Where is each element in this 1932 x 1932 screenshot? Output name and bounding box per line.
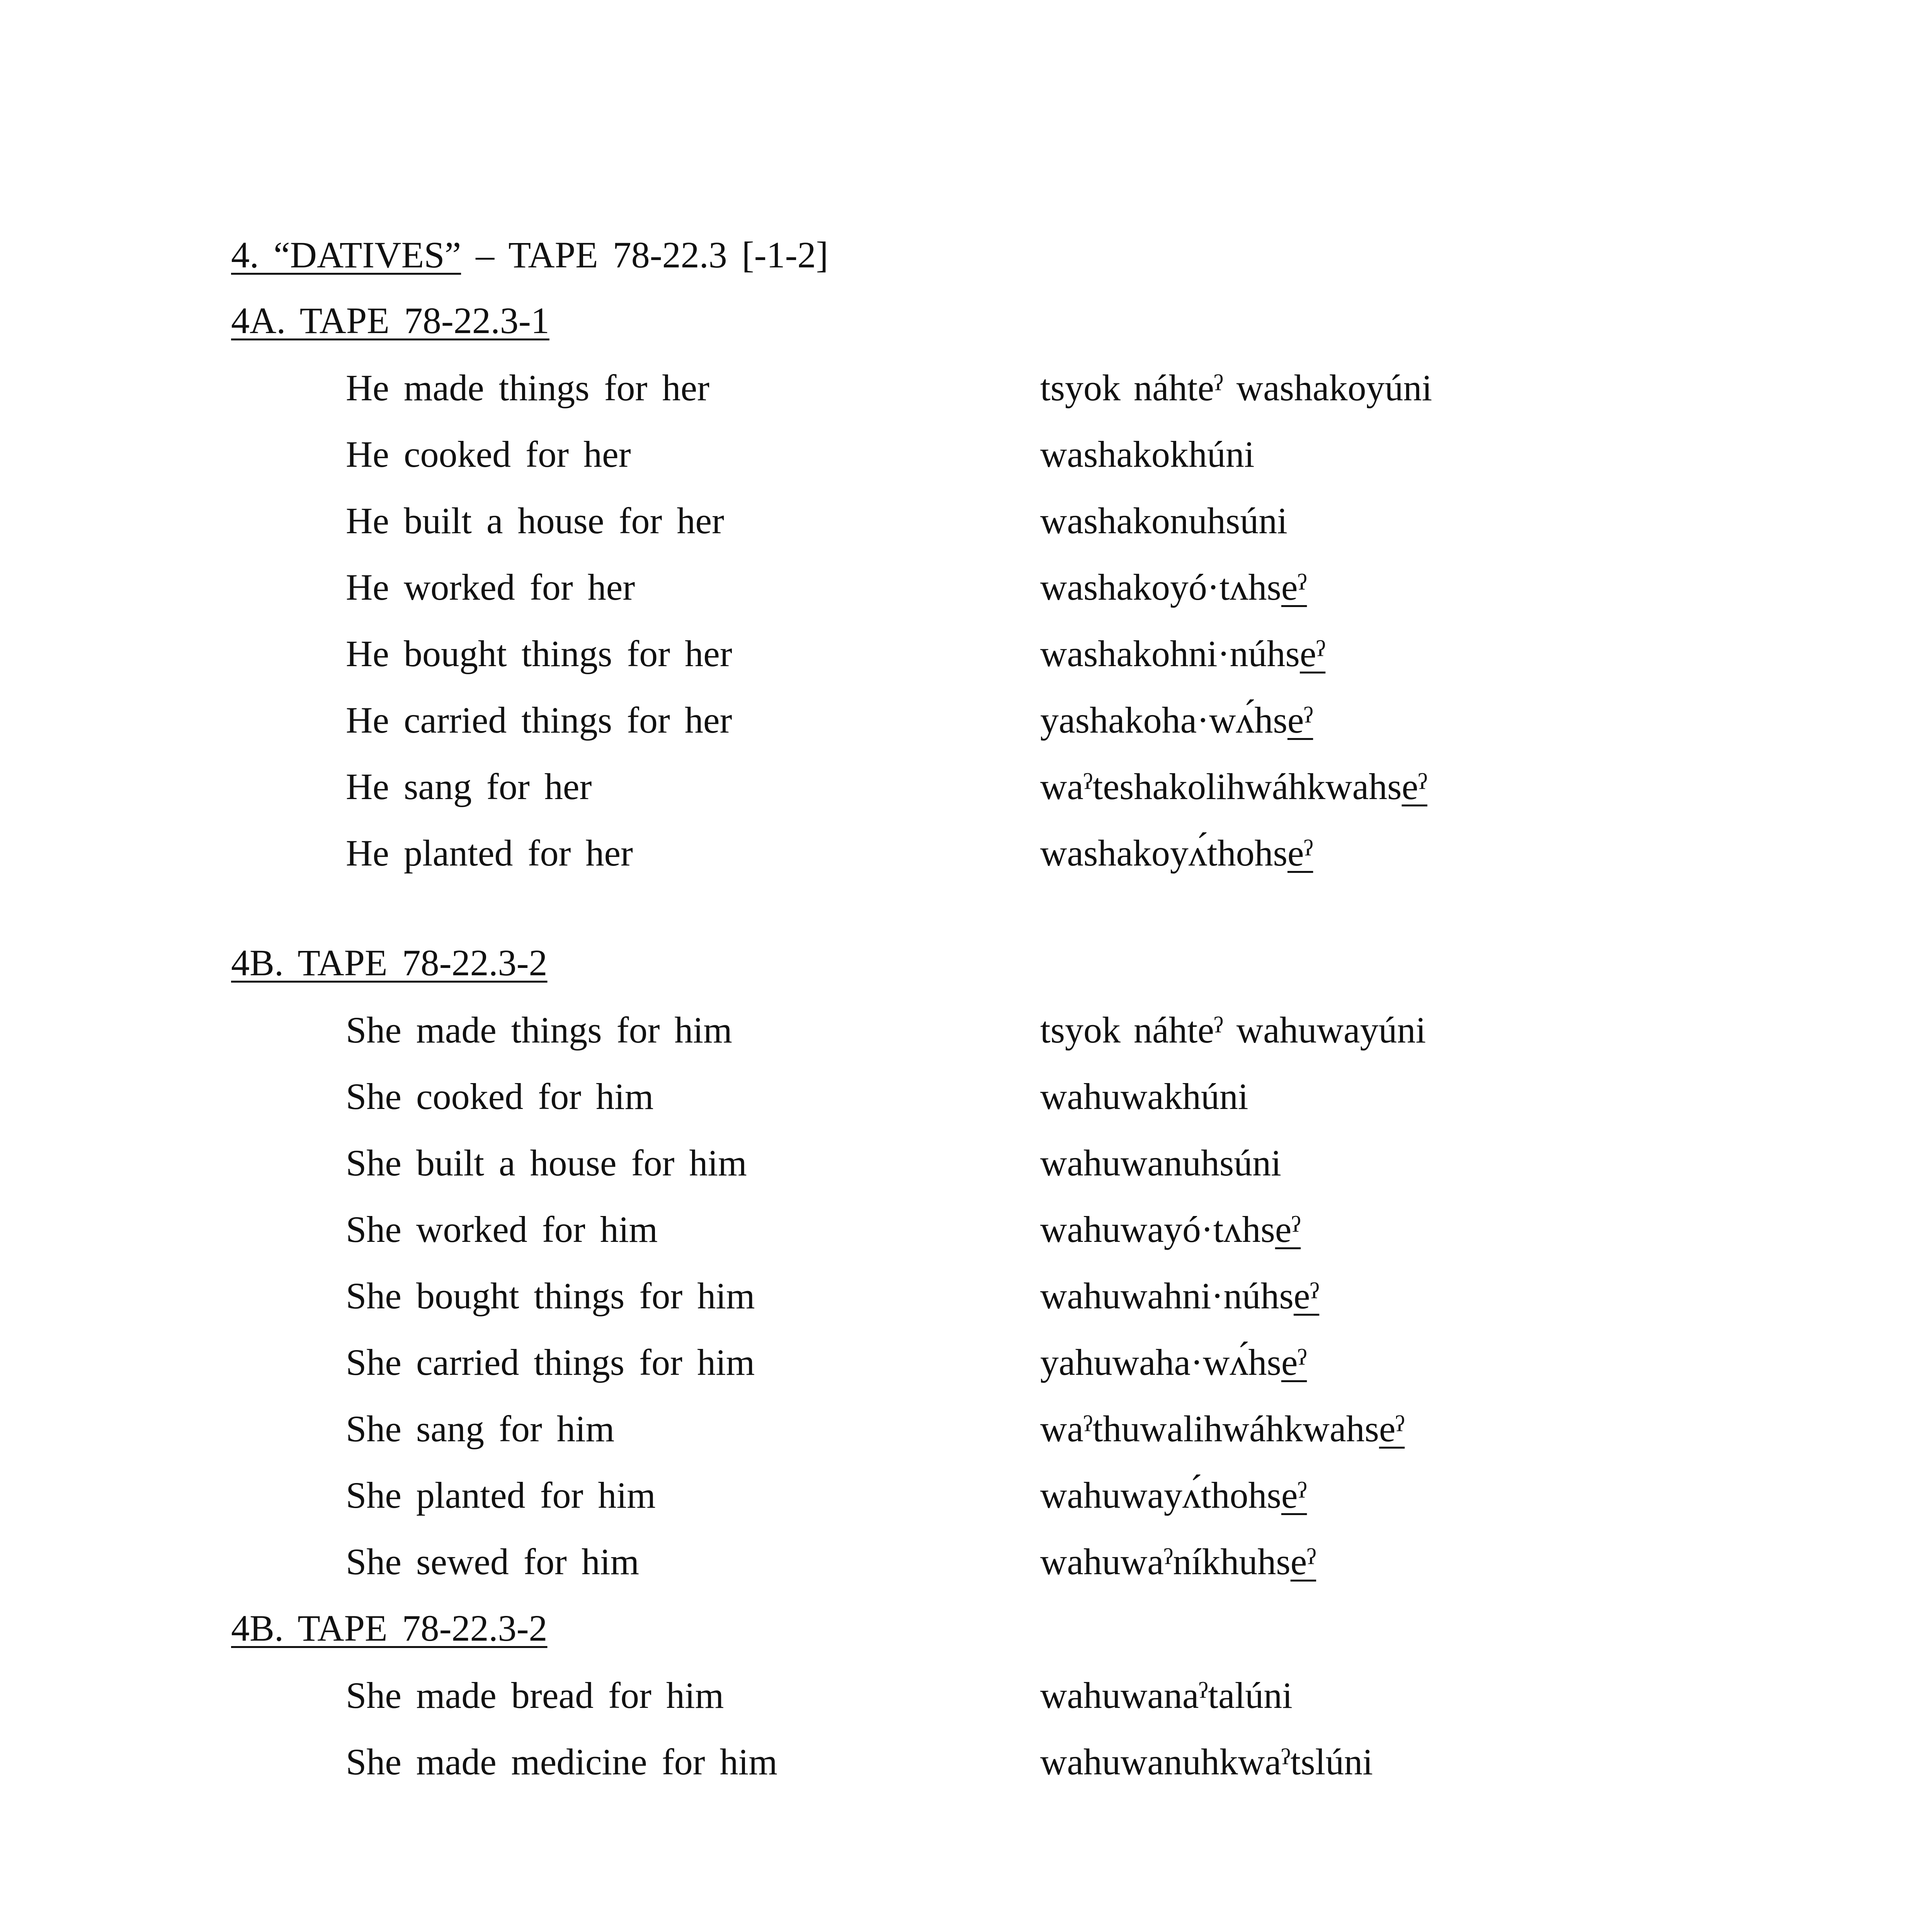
native-form-ending: eˀ: [1275, 1209, 1301, 1250]
english-gloss: She made bread for him: [346, 1675, 724, 1716]
native-form-text: yahuwaha·wʌ́hs: [1040, 1342, 1281, 1383]
native-form: [1040, 832, 1313, 874]
native-form-text: washakoyó·tʌhs: [1040, 566, 1281, 608]
native-form-ending: eˀ: [1401, 766, 1427, 807]
native-form: [1040, 768, 1427, 805]
native-form: [1040, 502, 1287, 539]
native-form-text: washakonuhsúni: [1040, 500, 1287, 541]
native-form: [1040, 1277, 1319, 1315]
native-form-text: washakohni·núhs: [1040, 633, 1300, 674]
native-form: [1040, 1743, 1373, 1781]
native-form-text: wahuwayó·tʌhs: [1040, 1209, 1275, 1250]
document-title: [231, 236, 828, 274]
english-gloss: She bought things for him: [346, 1275, 755, 1316]
native-form: [1040, 1142, 1281, 1184]
native-form-text: yashakoha·wʌ́hs: [1040, 699, 1287, 741]
native-form: [1040, 436, 1255, 473]
english-gloss: He made things for her: [346, 367, 710, 408]
native-form: [1040, 369, 1432, 406]
native-form-text: tsyok náhteˀ wahuwayúni: [1040, 1009, 1426, 1051]
native-form: [1040, 1009, 1426, 1051]
english-gloss: She worked for him: [346, 1209, 658, 1250]
title-main: 4. “DATIVES”: [231, 234, 461, 276]
native-form-ending: eˀ: [1287, 699, 1313, 741]
native-form-ending: eˀ: [1299, 633, 1326, 674]
native-form: [1040, 566, 1307, 608]
native-form-text: wahuwakhúni: [1040, 1076, 1248, 1117]
native-form: [1040, 699, 1313, 741]
section-heading-4a: 4A. TAPE 78-22.3-1: [231, 300, 549, 341]
native-form: [1040, 1410, 1405, 1447]
section-heading-4b: 4B. TAPE 78-22.3-2: [231, 942, 548, 983]
native-form: [1040, 1677, 1293, 1714]
native-form-text: waˀteshakolihwáhkwahs: [1040, 766, 1402, 807]
english-gloss: He sang for her: [346, 766, 592, 807]
english-gloss: He planted for her: [346, 832, 633, 874]
title-dash: –: [476, 234, 495, 276]
english-gloss: She built a house for him: [346, 1142, 747, 1184]
english-gloss: He worked for her: [346, 566, 635, 608]
native-form-text: tsyok náhteˀ washakoyúni: [1040, 367, 1432, 408]
native-form-ending: eˀ: [1379, 1408, 1405, 1449]
english-gloss: He cooked for her: [346, 434, 631, 475]
native-form: [1040, 1344, 1307, 1381]
native-form-text: washakokhúni: [1040, 434, 1255, 475]
section-heading-4b-second: 4B. TAPE 78-22.3-2: [231, 1607, 548, 1649]
native-form: [1040, 1211, 1301, 1248]
native-form-ending: eˀ: [1281, 1475, 1307, 1516]
native-form-ending: eˀ: [1290, 1541, 1316, 1582]
native-form-text: wahuwayʌ́thohs: [1040, 1475, 1281, 1516]
native-form: [1040, 635, 1325, 672]
native-form: [1040, 1543, 1316, 1580]
english-gloss: He built a house for her: [346, 500, 724, 541]
english-gloss: He carried things for her: [346, 699, 732, 741]
native-form-text: wahuwanaˀtalúni: [1040, 1675, 1293, 1716]
title-tape: TAPE 78-22.3 [-1-2]: [508, 234, 828, 276]
english-gloss: She sang for him: [346, 1408, 615, 1449]
english-gloss: She sewed for him: [346, 1541, 639, 1582]
english-gloss: She planted for him: [346, 1475, 656, 1516]
native-form-ending: eˀ: [1281, 566, 1307, 608]
native-form-ending: eˀ: [1293, 1275, 1320, 1316]
native-form-text: washakoyʌ́thohs: [1040, 832, 1287, 874]
native-form-text: waˀthuwalihwáhkwahs: [1040, 1408, 1379, 1449]
native-form-text: wahuwaˀníkhuhs: [1040, 1541, 1291, 1582]
native-form-text: wahuwanuhsúni: [1040, 1142, 1281, 1184]
english-gloss: She cooked for him: [346, 1076, 654, 1117]
english-gloss: She made things for him: [346, 1009, 732, 1051]
native-form: [1040, 1078, 1248, 1115]
native-form-text: wahuwanuhkwaˀtslúni: [1040, 1741, 1373, 1782]
english-gloss: He bought things for her: [346, 633, 732, 674]
native-form-text: wahuwahni·núhs: [1040, 1275, 1294, 1316]
english-gloss: She made medicine for him: [346, 1741, 778, 1782]
native-form: [1040, 1477, 1307, 1514]
native-form-ending: eˀ: [1287, 832, 1313, 874]
native-form-ending: eˀ: [1281, 1342, 1307, 1383]
english-gloss: She carried things for him: [346, 1342, 755, 1383]
